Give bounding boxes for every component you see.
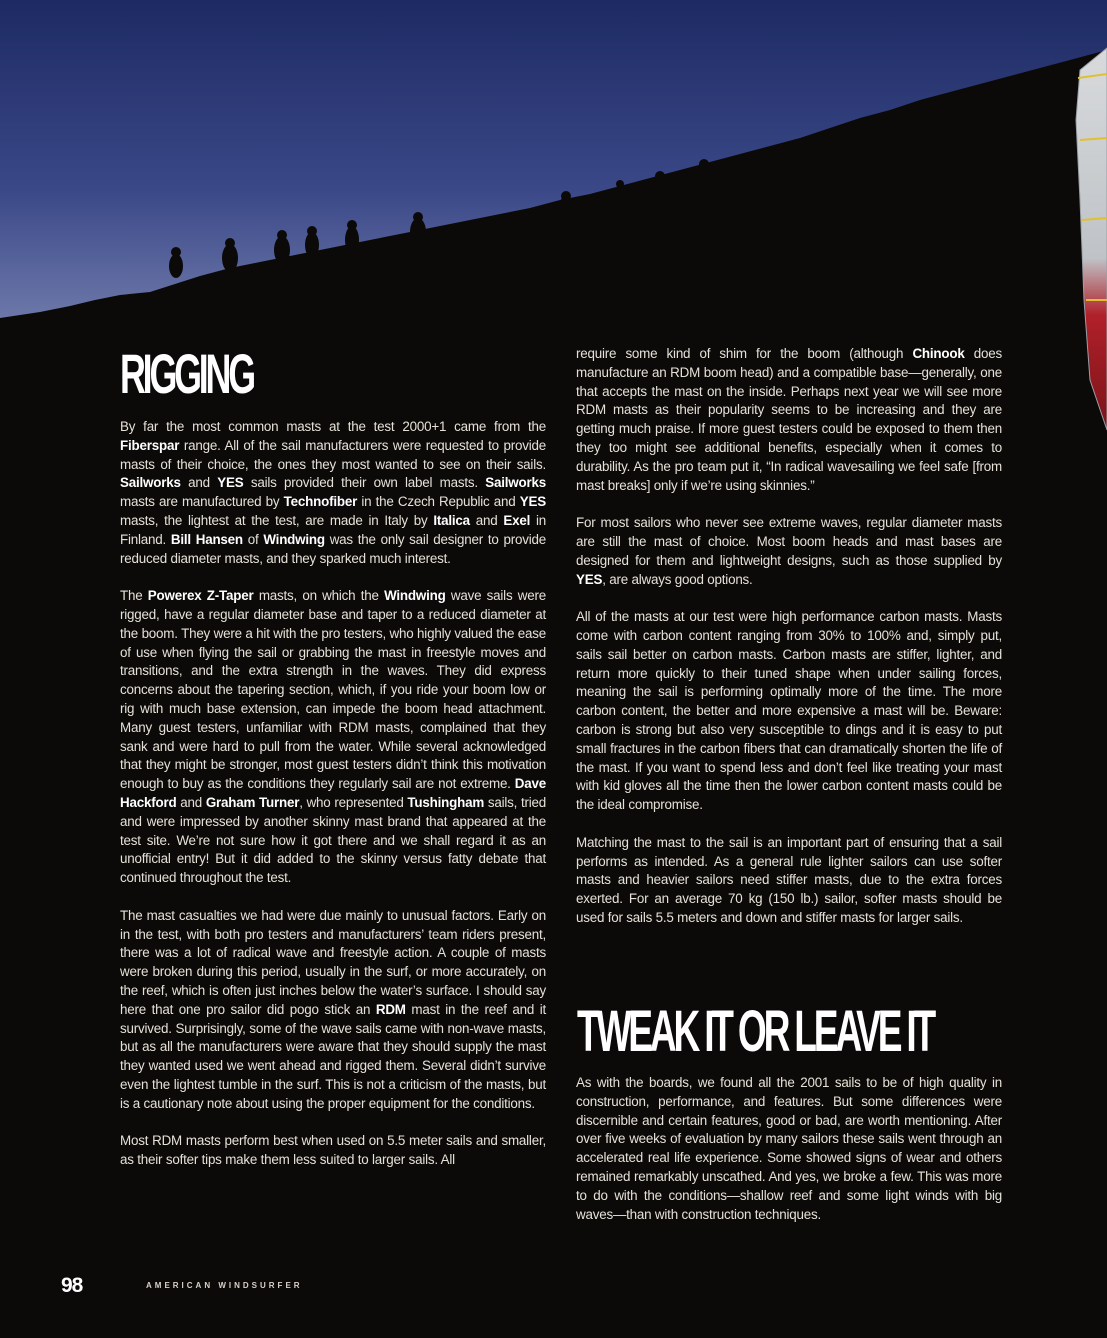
- article-paragraph: [120, 1132, 546, 1170]
- brand-name: Graham Turner: [205, 794, 300, 810]
- brand-name: Dave Hackford: [120, 776, 546, 810]
- text-run: Most RDM masts perform best when used on 5.5 meter sails and smaller, as their softer tips make them less suited to larger sails. All: [120, 1133, 546, 1168]
- text-run: and: [180, 475, 218, 491]
- brand-name: Sailworks: [485, 475, 546, 491]
- text-run: was the only sail designer to provide reduced diameter masts, and they sparked much interest.: [120, 531, 547, 566]
- article-paragraph: [576, 834, 1002, 928]
- right-article-column-top: [576, 345, 1002, 947]
- left-article-column: [120, 418, 546, 1189]
- brand-name: Exel: [503, 512, 531, 528]
- text-run: of: [242, 531, 264, 547]
- brand-name: Windwing: [263, 531, 325, 547]
- article-paragraph: [120, 418, 546, 568]
- text-run: All of the masts at our test were high performance carbon masts. Masts come with carbon content ranging from 30% to 100% and, simply put, sails sail better on carbon masts. Carbon masts are stiffer, lighter, and return more quickly to their tuned shape when under sailing forces, meaning the sail is performing optimally more of the time. The more carbon content, the better and more expensive a mast will be. Beware: carbon is strong but also very susceptible to dings and it is easy to put small fractures in the carbon fibers that can dramatically shorten the life of the mast. If you want to spend less and don’t feel like treating your mast with kid gloves all the time then the lower carbon content masts could be the ideal compromise.: [576, 609, 1002, 813]
- text-run: and: [469, 512, 504, 528]
- brand-name: Chinook: [912, 346, 965, 361]
- text-run: mast in the reef and it survived. Surprisingly, some of the wave sails came with non-wave masts, but as all the manufacturers were aware that they should supply the mast they wanted used we went ahead and rigged them. Several didn’t survive even the lightest tumble in the surf. This is not a criticism of the masts, but is a cautionary note about using the proper equipment for the conditions.: [120, 1001, 546, 1111]
- text-run: By far the most common masts at the test 2000+1 came from the: [120, 419, 546, 434]
- article-paragraph: [120, 907, 546, 1114]
- text-run: in Finland.: [120, 512, 546, 547]
- text-run: , are always good options.: [602, 571, 753, 587]
- article-paragraph: [120, 587, 546, 888]
- text-run: Matching the mast to the sail is an important part of ensuring that a sail performs as intended. As a general rule lighter sailors can use softer masts and heavier sailors need stiffer masts, due to the extra forces exerted. For an average 70 kg (150 lb.) sailor, softer masts should be used for sails 5.5 meters and down and stiffer masts for larger sails.: [576, 834, 1002, 925]
- text-run: wave sails were rigged, have a regular diameter base and taper to a reduced diameter at the boom. They were a hit with the pro testers, who highly valued the ease of use when flying the sail or grabbing the mast in freestyle moves and transitions, and the extra strength in the waves. They did express concerns about the tapering section, which, if you ride your boom low or rig with much base extension, can impede the boom head attachment. Many guest testers, unfamiliar with RDM masts, complained that they sank and were hard to pull from the water. While several acknowledged that they might be stronger, most guest testers didn’t think this motivation enough to buy as the conditions they regularly sail are not extreme.: [120, 588, 546, 792]
- text-run: sails, tried and were impressed by another skinny mast brand that appeared at the test site. We’re not sure how it got there and we shall regard it as an unofficial entry! But it did added to the skinny versus fatty debate that continued throughout the test.: [120, 794, 546, 886]
- text-run: masts, on which the: [253, 588, 385, 604]
- text-run: in the Czech Republic and: [357, 494, 520, 510]
- brand-name: Powerex Z-Taper: [147, 588, 254, 604]
- magazine-name-footer: AMERICAN WINDSURFER: [146, 1281, 303, 1290]
- brand-name: Technofiber: [283, 494, 358, 510]
- text-run: The mast casualties we had were due mainly to unusual factors. Early on in the test, with both pro testers and manufacturers’ team riders present, there was a lot of radical wave and freestyle action. A couple of masts were broken during this period, usually in the surf, or more accurately, on the reef, which is often just inches below the water’s surface. I should say here that one pro sailor did pogo stick an: [120, 907, 546, 1017]
- text-run: , who represented: [299, 794, 408, 810]
- text-run: The: [120, 588, 148, 604]
- text-run: require some kind of shim for the boom (although: [576, 346, 913, 361]
- brand-name: Bill Hansen: [170, 531, 243, 547]
- article-paragraph: [576, 608, 1002, 815]
- right-article-column-bottom: [576, 1074, 1002, 1243]
- brand-name: Windwing: [384, 588, 446, 604]
- brand-name: Italica: [433, 512, 470, 528]
- article-paragraph: [576, 514, 1002, 589]
- text-run: masts, the lightest at the test, are made in Italy by: [120, 512, 434, 528]
- page-number: 98: [61, 1274, 83, 1297]
- brand-name: YES: [217, 475, 244, 491]
- brand-name: Sailworks: [120, 475, 181, 491]
- brand-name: YES: [576, 571, 603, 587]
- heading-tweak-it-or-leave-it: TWEAK IT OR LEAVE IT: [577, 999, 933, 1064]
- text-run: range. All of the sail manufacturers were requested to provide masts of their choice, the ones they most wanted to see on their sails.: [120, 437, 546, 472]
- text-run: As with the boards, we found all the 2001 sails to be of high quality in construction, performance, and features. But some differences were discernible and certain features, good or bad, are worth mentioning. After over five weeks of evaluation by many sailors these sails went through an accelerated real life experience. Some showed signs of wear and others remained remarkably unscathed. And yes, we broke a few. This was more to do with the conditions—shallow reef and some light winds with big waves—than with construction techniques.: [576, 1075, 1002, 1222]
- article-paragraph: [576, 1074, 1002, 1224]
- brand-name: RDM: [375, 1001, 406, 1017]
- article-paragraph: [576, 345, 1002, 495]
- text-run: masts are manufactured by: [120, 494, 284, 510]
- text-run: and: [176, 794, 206, 810]
- heading-rigging: RIGGING: [120, 342, 253, 405]
- text-run: does manufacture an RDM boom head) and a compatible base—generally, one that accepts the mast on the inside. Perhaps next year we will see more RDM masts as their popularity seems to be increasing and they are getting much praise. If more guest testers could be exposed to them then they too might see additional benefits, especially when it comes to durability. As the pro team put it, “In radical wavesailing we feel safe [from mast breaks] only if we’re using skinnies.”: [576, 346, 1002, 493]
- brand-name: YES: [519, 494, 546, 510]
- text-run: sails provided their own label masts.: [243, 475, 486, 491]
- brand-name: Fiberspar: [120, 437, 180, 453]
- brand-name: Tushingham: [407, 794, 485, 810]
- text-run: For most sailors who never see extreme waves, regular diameter masts are still the mast of choice. Most boom heads and mast bases are designed for them and lightweight designs, such as those supplied by: [576, 515, 1002, 568]
